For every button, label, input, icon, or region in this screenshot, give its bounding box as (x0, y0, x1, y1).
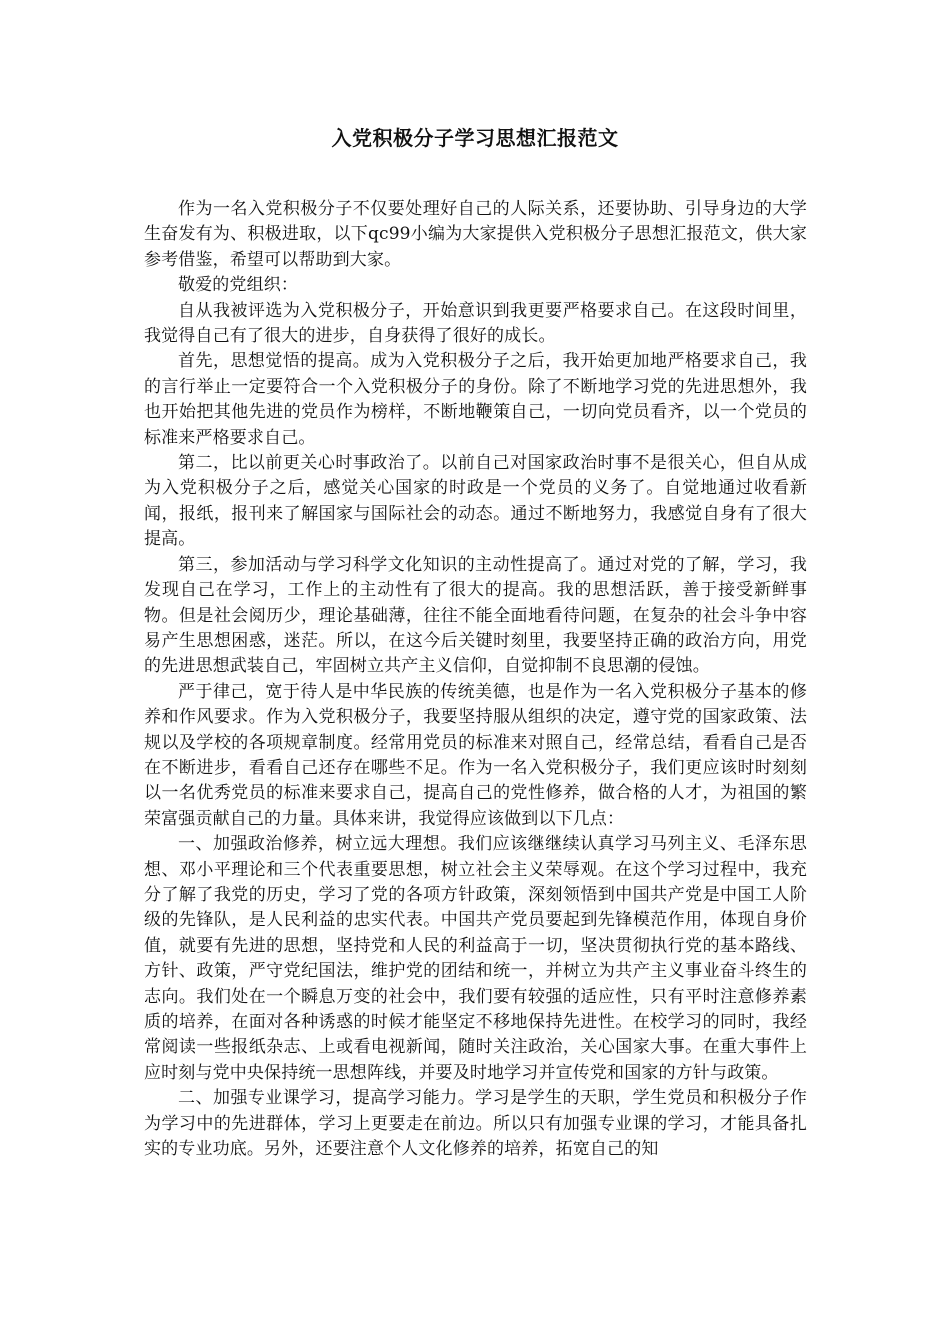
body-paragraph: 首先，思想觉悟的提高。成为入党积极分子之后，我开始更加地严格要求自己，我的言行举止一定要符合一个入党积极分子的身份。除了不断地学习党的先进思想外，我也开始把其他先进的党员作为榜样，不断地鞭策自己，一切向党员看齐，以一个党员的标准来严格要求自己。 (144, 351, 807, 448)
document-title: 入党积极分子学习思想汇报范文 (331, 126, 619, 150)
body-paragraph: 一、加强政治修养，树立远大理想。我们应该继继续认真学习马列主义、毛泽东思想、邓小平理论和三个代表重要思想，树立社会主义荣辱观。在这个学习过程中，我充分了解了我党的历史，学习了党的各项方针政策，深刻领悟到中国共产党是中国工人阶级的先锋队，是人民利益的忠实代表。中国共产党员要起到先锋模范作用，体现自身价值，就要有先进的思想，坚持党和人民的利益高于一切，坚决贯彻执行党的基本路线、方针、政策，严守党纪国法，维护党的团结和统一，并树立为共产主义事业奋斗终生的志向。我们处在一个瞬息万变的社会中，我们要有较强的适应性，只有平时注意修养素质的培养，在面对各种诱惑的时候才能坚定不移地保持先进性。在校学习的同时，我经常阅读一些报纸杂志、上或看电视新闻，随时关注政治，关心国家大事。在重大事件上应时刻与党中央保持统一思想阵线，并要及时地学习并宣传党和国家的方针与政策。 (144, 834, 807, 1083)
body-paragraph: 二、加强专业课学习，提高学习能力。学习是学生的天职，学生党员和积极分子作为学习中的先进群体，学习上更要走在前边。所以只有加强专业课的学习，才能具备扎实的专业功底。另外，还要注意个人文化修养的培养，拓宽自己的知 (144, 1088, 807, 1160)
body-paragraph: 自从我被评选为入党积极分子，开始意识到我更要严格要求自己。在这段时间里，我觉得自己有了很大的进步，自身获得了很好的成长。 (144, 300, 807, 347)
salutation: 敬爱的党组织： (178, 275, 299, 296)
body-paragraph: 第二，比以前更关心时事政治了。以前自己对国家政治时事不是很关心，但自从成为入党积极分子之后，感觉关心国家的时政是一个党员的义务了。自觉地通过收看新闻，报纸，报刊来了解国家与国际社会的动态。通过不断地努力，我感觉自身有了很大提高。 (144, 453, 807, 550)
document-body (144, 197, 807, 1162)
intro-paragraph: 作为一名入党积极分子不仅要处理好自己的人际关系，还要协助、引导身边的大学生奋发有为、积极进取，以下qc99小编为大家提供入党积极分子思想汇报范文，供大家参考借鉴，希望可以帮助到大家。 (144, 199, 807, 270)
body-paragraph: 第三，参加活动与学习科学文化知识的主动性提高了。通过对党的了解，学习，我发现自己在学习，工作上的主动性有了很大的提高。我的思想活跃，善于接受新鲜事物。但是社会阅历少，理论基础薄，往往不能全面地看待问题，在复杂的社会斗争中容易产生思想困惑，迷茫。所以，在这今后关键时刻里，我要坚持正确的政治方向，用党的先进思想武装自己，牢固树立共产主义信仰，自觉抑制不良思潮的侵蚀。 (144, 554, 807, 677)
body-paragraph: 严于律己，宽于待人是中华民族的传统美德，也是作为一名入党积极分子基本的修养和作风要求。作为入党积极分子，我要坚持服从组织的决定，遵守党的国家政策、法规以及学校的各项规章制度。经常用党员的标准来对照自己，经常总结，看看自己是否在不断进步，看看自己还存在哪些不足。作为一名入党积极分子，我们更应该时时刻刻以一名优秀党员的标准来要求自己，提高自己的党性修养，做合格的人才，为祖国的繁荣富强贡献自己的力量。具体来讲，我觉得应该做到以下几点： (144, 681, 807, 829)
